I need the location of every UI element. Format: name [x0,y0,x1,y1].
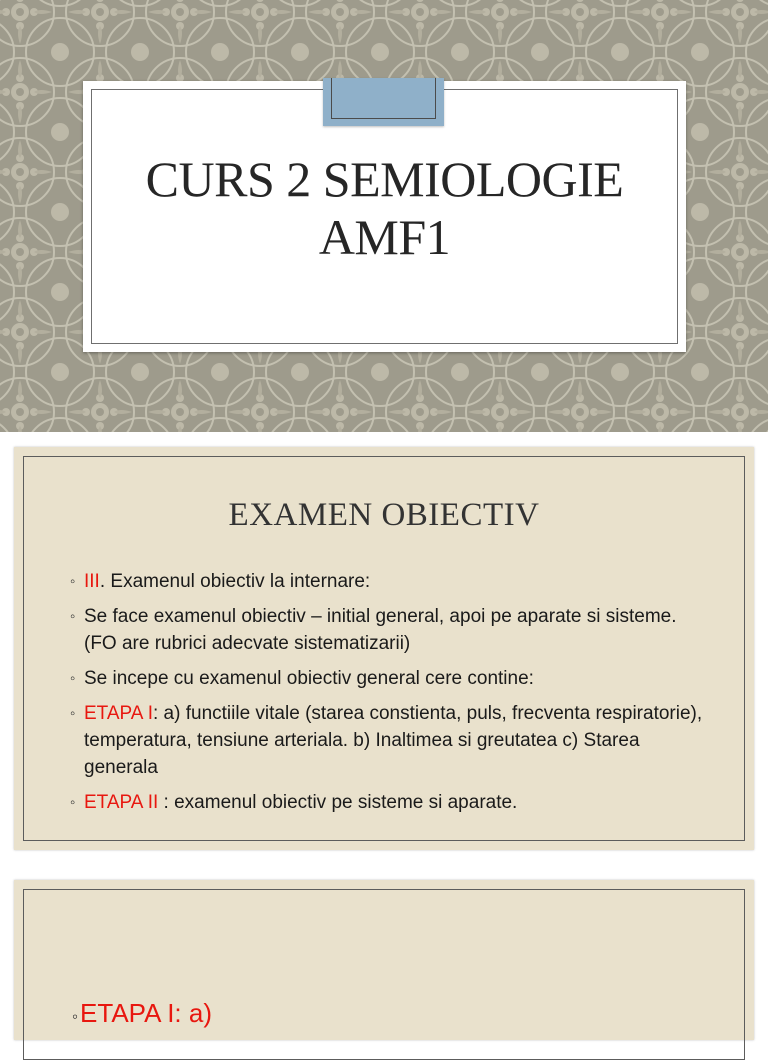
bullet-icon: ◦ [70,608,76,625]
list-item [70,700,710,781]
list-item [72,996,212,1034]
list-item [70,665,710,692]
bullet-text: ETAPA I: a) [80,998,212,1028]
bullet-text: . Examenul obiectiv la internare: [99,571,371,592]
slide-frame [23,889,745,1060]
bullet-list [70,568,710,824]
slide-title-line-1: CURS 2 SEMIOLOGIE [145,151,624,207]
bullet-text: : a) functiile vitale (starea constienta, puls, frecventa respiratorie), temperatura, tensiune arteriala. b) Inaltimea si greutatea c) Starea generala [84,703,703,778]
bullet-text: Se incepe cu examenul obiectiv general cere contine: [84,668,534,689]
list-item [70,789,710,816]
slide-title-line-2: AMF1 [318,209,451,265]
bullet-icon: ◦ [70,670,76,687]
bullet-icon: ◦ [70,573,76,590]
title-accent-tab-border [331,78,436,119]
bullet-text: Se face examenul obiectiv – initial general, apoi pe aparate si sisteme. (FO are rubrici adecvate sistematizarii) [84,606,677,654]
title-slide [0,0,768,432]
title-accent-tab [323,78,444,126]
highlight-text: III [84,571,100,592]
list-item [70,568,710,595]
highlight-text: ETAPA I [84,703,153,724]
bullet-icon: ◦ [70,705,76,722]
slide-title [83,150,686,266]
bullet-text: : examenul obiectiv pe sisteme si aparate. [158,792,518,813]
slide-heading: EXAMEN OBIECTIV [228,497,540,533]
highlight-text: ETAPA II [84,792,159,813]
bullet-icon: ◦ [70,794,76,811]
list-item [70,603,710,657]
bullet-icon: ◦ [72,1007,79,1026]
